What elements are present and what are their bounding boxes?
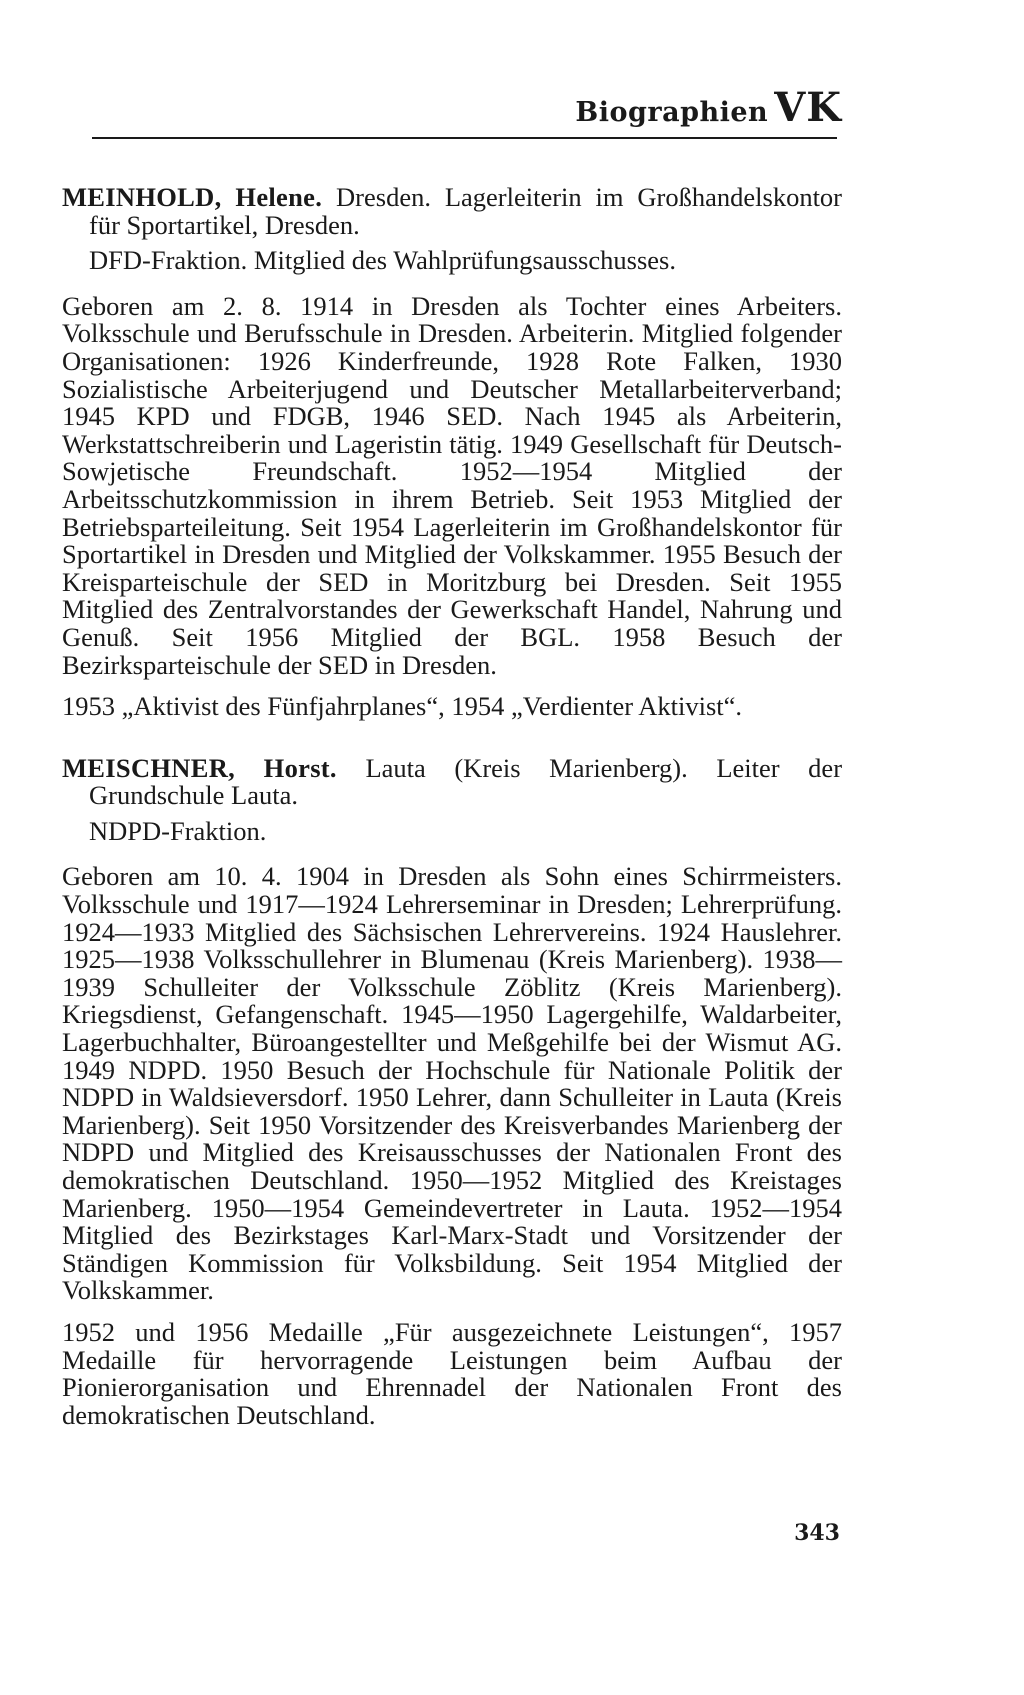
entry-summary: Dresden. Lagerleiterin im Großhandelskontor für Sportartikel, Dresden. (89, 182, 843, 240)
header-rule (92, 137, 837, 139)
entry-given-name: Helene. (235, 182, 323, 212)
biography-entry-meischner (62, 752, 843, 1430)
entry-surname: MEISCHNER, (62, 752, 236, 783)
biography-entry-meinhold (62, 184, 842, 721)
entry-surname: MEINHOLD, (62, 182, 222, 212)
entry-faction: DFD-Fraktion. Mitglied des Wahlprüfungsausschusses. (89, 245, 676, 276)
entry-biography: Geboren am 2. 8. 1914 in Dresden als Tochter eines Arbeiters. Volksschule und Berufsschule in Dresden. Arbeiterin. Mitglied folgender Organisationen: 1926 Kinderfreunde, 1928 Rote Falken, 1930 Sozialistische Arbeiterjugend und Deutscher Metallarbeiterverband; 1945 KPD und FDGB, 1946 SED. Nach 1945 als Arbeiterin, Werkstattschreiberin und Lageristin tätig. 1949 Gesellschaft für Deutsch-Sowjetische Freundschaft. 1952—1954 Mitglied der Arbeitsschutzkommission in ihrem Betrieb. Seit 1953 Mitglied der Betriebsparteileitung. Seit 1954 Lagerleiterin im Großhandelskontor für Sportartikel in Dresden und Mitglied der Volkskammer. 1955 Besuch der Kreisparteischule der SED in Moritzburg bei Dresden. Seit 1955 Mitglied des Zentralvorstandes der Gewerkschaft Handel, Nahrung und Genuß. Seit 1956 Mitglied der BGL. 1958 Besuch der Bezirksparteischule der SED in Dresden. (62, 290, 842, 680)
entry-biography: Geboren am 10. 4. 1904 in Dresden als Sohn eines Schirrmeisters. Volksschule und 1917—1924 Lehrerseminar in Dresden; Lehrerprüfung. 1924—1933 Mitglied des Sächsischen Lehrervereins. 1924 Hauslehrer. 1925—1938 Volksschullehrer in Blumenau (Kreis Marienberg). 1938—1939 Schulleiter der Volksschule Zöblitz (Kreis Marienberg). Kriegsdienst, Gefangenschaft. 1945—1950 Lagergehilfe, Waldarbeiter, Lagerbuchhalter, Büroangestellter und Meßgehilfe bei der Wismut AG. 1949 NDPD. 1950 Besuch der Hochschule für Nationale Politik der NDPD in Waldsieversdorf. 1950 Lehrer, dann Schulleiter in Lauta (Kreis Marienberg). Seit 1950 Vorsitzender des Kreisverbandes Marienberg der NDPD und Mitglied des Kreisausschusses der Nationalen Front des demokratischen Deutschland. 1950—1952 Mitglied des Kreistages Marienberg. 1950—1954 Gemeindevertreter in Lauta. 1952—1954 Mitglied des Bezirkstages Karl-Marx-Stadt und Vorsitzender der Ständigen Kommission für Volksbildung. Seit 1954 Mitglied der Volkskammer. (62, 861, 842, 1306)
header-title: Biographien (575, 97, 769, 128)
entry-given-name: Horst. (263, 752, 337, 783)
entry-summary: Lauta (Kreis Marienberg). Leiter der Grundschule Lauta. (89, 752, 843, 811)
page-body (62, 184, 842, 1463)
running-header (92, 84, 842, 131)
page-number: 343 (794, 1520, 840, 1546)
entry-awards: 1953 „Aktivist des Fünfjahrplanes“, 1954 „Verdienter Aktivist“. (62, 691, 743, 722)
entry-headline (62, 184, 842, 239)
entry-faction: NDPD-Fraktion. (89, 815, 267, 846)
entry-awards: 1952 und 1956 Medaille „Für ausgezeichnete Leistungen“, 1957 Medaille für hervorragende Leistungen beim Aufbau der Pionierorganisation und Ehrennadel der Nationalen Front des demokratischen Deutschland. (62, 1316, 842, 1430)
header-section: VK (774, 84, 842, 131)
entry-headline (62, 752, 843, 811)
